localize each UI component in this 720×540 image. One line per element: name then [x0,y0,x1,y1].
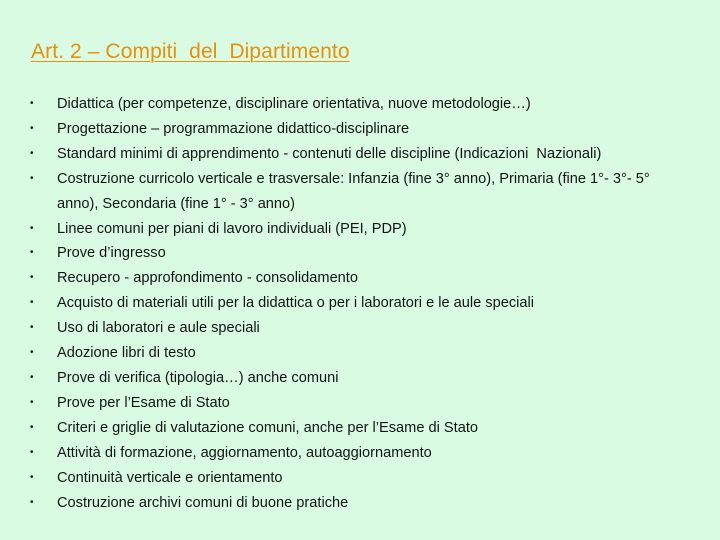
list-item-text: Progettazione – programmazione didattico-disciplinare [57,120,410,137]
list-item [30,217,695,242]
list-item [30,466,695,491]
list-item [30,142,695,167]
bullet-icon: • [30,471,34,483]
list-item [30,366,695,391]
bullet-icon: • [30,272,34,284]
bullet-icon: • [30,371,34,383]
bullet-icon: • [30,496,34,508]
list-item-text: Costruzione archivi comuni di buone pratiche [57,494,349,511]
list-item-text: Attività di formazione, aggiornamento, autoaggiornamento [57,444,432,461]
list-item-text: Continuità verticale e orientamento [57,469,283,486]
list-item-text: Uso di laboratori e aule speciali [57,320,260,337]
list-item-text: Linee comuni per piani di lavoro individuali (PEI, PDP) [57,220,407,237]
slide-title: Art. 2 – Compiti del Dipartimento [31,40,350,63]
list-item [30,391,695,416]
list-item [30,167,695,217]
list-item-text: Prove di verifica (tipologia…) anche comuni [57,369,339,386]
list-item [30,316,695,341]
list-item [30,241,695,266]
bullet-icon: • [30,222,34,234]
bullet-icon: • [30,347,34,359]
bullet-icon: • [30,98,34,109]
list-item-text: Costruzione curricolo verticale e trasversale: Infanzia (fine 3° anno), Primaria (fine 1°- 3°- 5° anno), Secondaria (fine 1° - 3° anno) [57,170,654,212]
list-item-text: Didattica (per competenze, disciplinare orientativa, nuove metodologie…) [57,96,531,112]
bullet-icon: • [30,322,34,334]
list-item [30,291,695,316]
list-item [30,416,695,441]
bullet-icon: • [30,247,34,259]
list-item [30,92,695,117]
bullet-icon: • [30,172,34,184]
bullet-list [30,92,695,515]
bullet-icon: • [30,147,34,159]
list-item [30,117,695,142]
bullet-icon: • [30,122,34,134]
bullet-icon: • [30,421,34,433]
list-item-text: Criteri e griglie di valutazione comuni, anche per l’Esame di Stato [57,419,478,436]
list-item-text: Recupero - approfondimento - consolidamento [57,270,358,287]
list-item [30,491,695,516]
list-item-text: Prove per l’Esame di Stato [57,394,230,411]
list-item-text: Adozione libri di testo [57,345,196,362]
bullet-icon: • [30,446,34,458]
list-item-text: Standard minimi di apprendimento - contenuti delle discipline (Indicazioni Nazionali) [57,145,602,162]
list-item [30,341,695,366]
bullet-icon: • [30,297,34,309]
list-item [30,441,695,466]
bullet-icon: • [30,396,34,408]
list-item [30,266,695,291]
list-item-text: Acquisto di materiali utili per la didattica o per i laboratori e le aule speciali [57,295,534,312]
list-item-text: Prove d’ingresso [57,245,166,262]
